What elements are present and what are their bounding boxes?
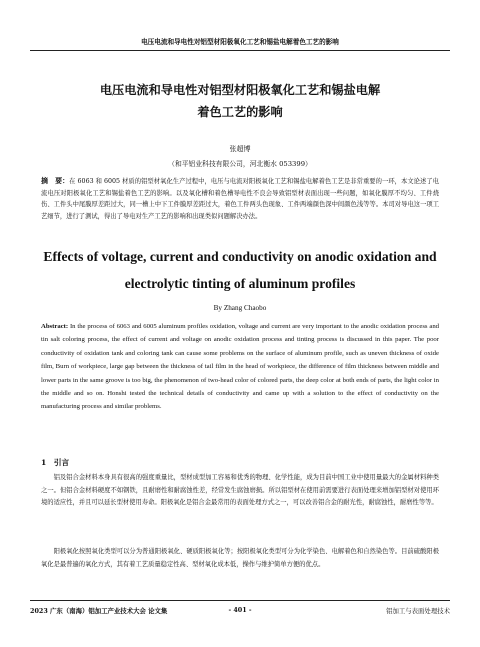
chinese-title-line-1: 电压电流和导电性对铝型材阳极氧化工艺和锡盐电解 [99, 83, 381, 97]
intro-paragraph-1-text: 铝及铝合金材料本身具有很高的强度重量比，型材成型加工容易和优秀的物理、化学性能，成为目前中国工业中使用量最大的金属材料种类之一。但铝合金材料硬度不如钢铁，且耐磨性和耐腐蚀性差，经常发生腐蚀磨损。所以铝型材在使用前需要进行表面处理来增加铝型材对使用环境的适应性，并且可以延长型材使用寿命。阳极氧化是铝合金最常用的表面处理方式之一，可以改善铝合金的耐光性，耐腐蚀性，耐磨性等等。 [41, 474, 439, 506]
footer-page-number: - 401 - [228, 606, 252, 614]
footer-section-name: 铝加工与表面处理技术 [386, 607, 450, 615]
intro-paragraph-2-text: 阳极氧化按照氧化类型可以分为普通阳极氧化、硬质阳极氧化等；按阳极氧化类型可分为化学染色、电解着色和自然染色等。目前硫酸阳极氧化是最普遍的氧化方式，其有着工艺质量稳定性高、型材氧化成本低，操作与维护简单方便的优点。 [41, 548, 439, 568]
intro-paragraph-1 [41, 472, 439, 510]
chinese-abstract-label: 摘 要： [41, 176, 70, 185]
english-title-line-1: Effects of voltage, current and conductivity on anodic oxidation and [43, 249, 437, 264]
english-abstract-label: Abstract: [41, 323, 69, 330]
intro-paragraph-2 [41, 546, 439, 571]
footer-proceedings-title: 2023 广东（南海）铝加工产业技术大会 论文集 [30, 607, 168, 615]
footer-rule [30, 600, 450, 601]
chinese-author: 张超博 [229, 145, 251, 153]
english-author: By Zhang Chaobo [213, 304, 267, 312]
header-rule [30, 50, 450, 51]
running-header: 电压电流和导电性对铝型材阳极氧化工艺和锡盐电解着色工艺的影响 [141, 38, 339, 46]
section-heading-introduction: 1 引言 [41, 458, 70, 467]
chinese-abstract [41, 175, 439, 222]
english-abstract-text: In the process of 6063 and 6005 aluminum profiles oxidation, voltage and current are very important to the anodic oxidation process and tin salt coloring process, the effect of current and voltage on anodic oxidation process and tinting process is discussed in this paper. The poor conductivity of oxidation tank and coloring tank can cause some problems on the surface of aluminum profile, such as uneven thickness of oxide film, Burn of workpiece, large gap between the thickness of tail film in the head of workpiece, the difference of film thickness between middle and lower parts in the same groove is too big, the phenomenon of two-head color of colored parts, the deep color at both ends of parts, the light color in the middle and so on. Honshi tested the technical details of conductivity and came up with a solution to the effect of conductivity on the manufacturing process and similar problems. [41, 323, 440, 411]
english-abstract [41, 320, 439, 414]
chinese-title-line-2: 着色工艺的影响 [197, 105, 283, 119]
chinese-affiliation: （和平铝业科技有限公司，河北衡水 053399） [168, 160, 312, 168]
english-title-line-2: electrolytic tinting of aluminum profiles [124, 276, 356, 291]
chinese-abstract-text: 在 6063 和 6005 材质的铝型材氧化生产过程中，电压与电流对阳极氧化工艺和锡盐电解着色工艺是非常重要的一环，本文论述了电流电压对阳极氧化工艺和锡盐着色工艺的影响。以及氧化槽和着色槽导电性不良会导致铝型材表面出现一些问题，如氧化膜厚不均匀、工件烧伤、工件头中尾膜厚差距过大，同一槽上中下工件膜厚差距过大，着色工件两头色现象、工件两端颜色深中间颜色浅等等。本司对导电这一项工艺细节，进行了测试，得出了导电对生产工艺的影响和出现类似问题解决办法。 [41, 178, 439, 220]
